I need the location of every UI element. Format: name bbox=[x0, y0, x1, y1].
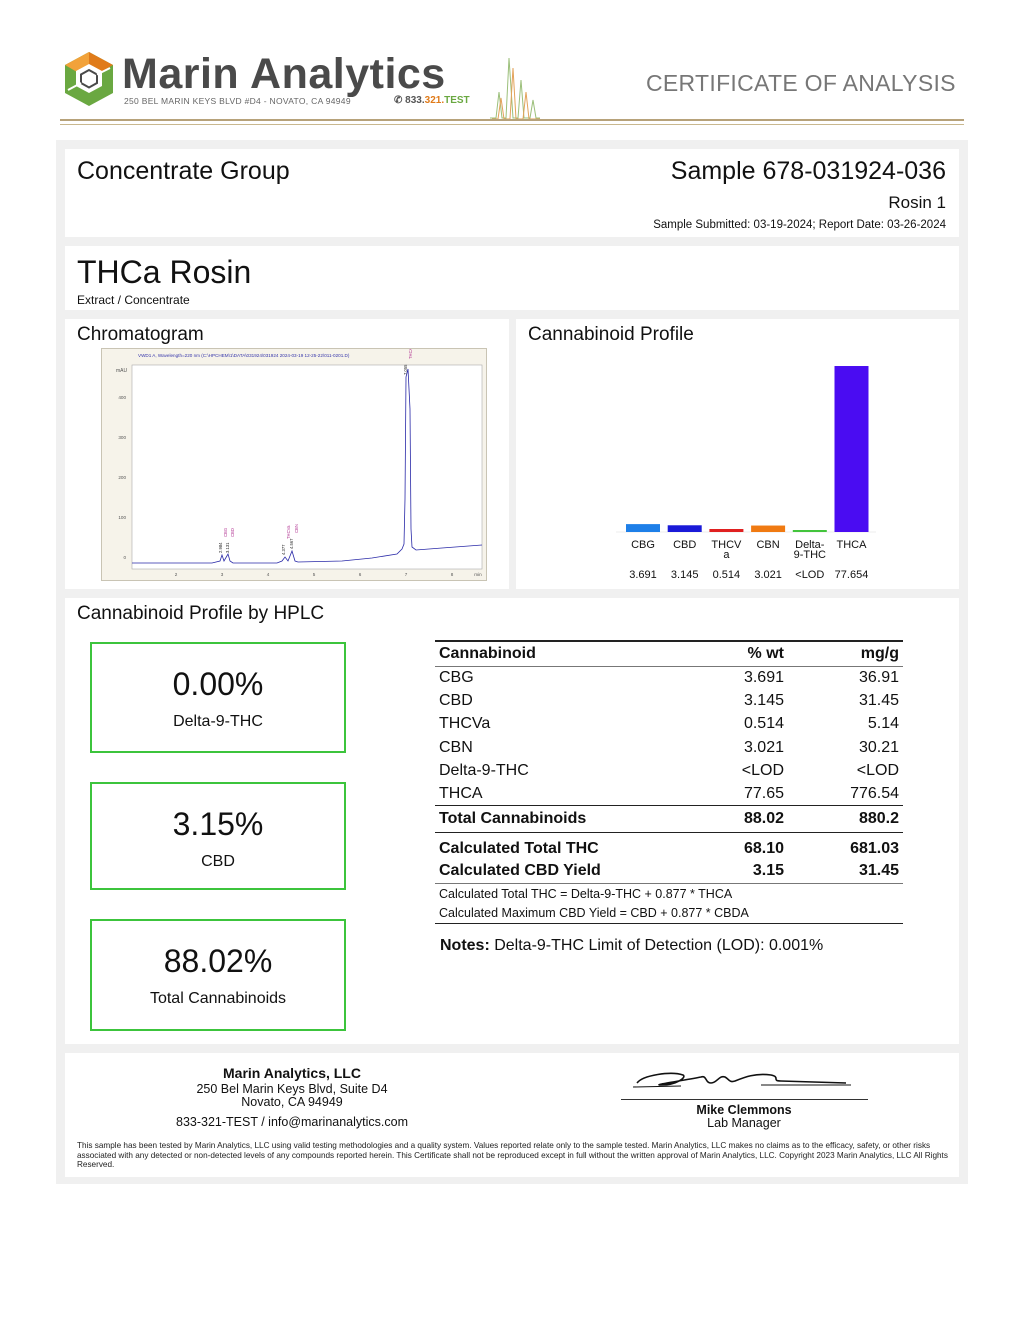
peak-time-label: 7.055 bbox=[403, 364, 408, 375]
signature-image bbox=[621, 1053, 868, 1099]
formula-thc-row bbox=[435, 883, 903, 903]
bar-delta-9-thc bbox=[793, 530, 827, 532]
product-panel bbox=[65, 246, 959, 310]
kpi-total-cannabinoids bbox=[90, 919, 346, 1031]
analyte-name: THCA bbox=[439, 784, 483, 802]
brand-name: Marin Analytics bbox=[122, 50, 446, 98]
kpi-delta9-thc bbox=[90, 642, 346, 753]
table-row bbox=[435, 713, 903, 736]
chromatogram-image bbox=[101, 348, 487, 581]
phone-icon: ✆ bbox=[394, 95, 406, 106]
signature bbox=[621, 1053, 868, 1099]
peak-time-label: 4.377 bbox=[281, 544, 286, 555]
chromatogram-peaks-icon bbox=[490, 52, 540, 122]
hplc-panel bbox=[65, 598, 959, 1044]
category-label: THCV bbox=[711, 539, 742, 551]
analyte-mg: 30.21 bbox=[858, 738, 899, 756]
col-mg-per-g: mg/g bbox=[788, 641, 903, 666]
sample-name: Rosin 1 bbox=[888, 193, 946, 212]
category-label: CBG bbox=[631, 539, 655, 551]
cannabinoid-bar-chart bbox=[516, 319, 959, 589]
analyte-mg: 36.91 bbox=[858, 668, 899, 686]
total-mg: 880.2 bbox=[788, 806, 903, 833]
header-divider-thin bbox=[60, 124, 964, 125]
analyte-percent: 3.021 bbox=[743, 738, 784, 756]
kpi-value: 0.00% bbox=[172, 666, 264, 702]
bar-thca bbox=[835, 366, 869, 532]
chromatogram-x-tick: 2 bbox=[174, 572, 178, 577]
analyte-percent: 77.65 bbox=[743, 784, 784, 802]
chromatogram-y-tick: 100 bbox=[118, 515, 126, 520]
peak-name-label: CBN bbox=[294, 524, 299, 533]
chromatogram-x-ticks bbox=[175, 572, 482, 577]
chromatogram-y-ticks bbox=[118, 395, 126, 560]
brand-address: 250 BEL MARIN KEYS BLVD #D4 - NOVATO, CA 94949 bbox=[124, 96, 351, 106]
notes-text: Delta-9-THC Limit of Detection (LOD): 0.001% bbox=[489, 937, 824, 954]
results-header-row bbox=[435, 641, 903, 666]
value-label: 0.514 bbox=[712, 569, 741, 581]
chromatogram-y-tick: 400 bbox=[118, 395, 126, 400]
profile-chart-title: Cannabinoid Profile bbox=[528, 324, 694, 345]
bar-cbd bbox=[668, 525, 702, 532]
calc-cbd-mg: 31.45 bbox=[858, 862, 899, 880]
category-label: a bbox=[723, 549, 730, 561]
analyte-name: CBD bbox=[439, 691, 473, 709]
kpi-label: Delta-9-THC bbox=[173, 713, 263, 730]
analyte-percent: <LOD bbox=[741, 761, 784, 779]
analyte-name: THCVa bbox=[439, 715, 491, 733]
phone-suffix: TEST bbox=[444, 95, 470, 106]
chromatogram-header: VWD1 A, Wavelength=220 nm (C:\HPCHEM\1\DATA\031924\031924 2024-03-19 12-25-22\011-0201.D) bbox=[138, 353, 350, 358]
category-label: CBN bbox=[756, 539, 780, 551]
table-row bbox=[435, 666, 903, 689]
document-title: CERTIFICATE OF ANALYSIS bbox=[646, 70, 956, 96]
peak-name-label: THCA bbox=[408, 349, 413, 359]
analyte-percent: 3.691 bbox=[743, 668, 784, 686]
category-label: THCA bbox=[836, 539, 867, 551]
analyte-mg: 31.45 bbox=[858, 691, 899, 709]
analyte-percent: 3.145 bbox=[743, 691, 784, 709]
header-divider bbox=[60, 119, 964, 121]
signature-line bbox=[621, 1099, 868, 1100]
analyte-name: Delta-9-THC bbox=[439, 761, 529, 779]
notes-label: Notes: bbox=[440, 937, 490, 954]
peak-time-label: 3.131 bbox=[225, 542, 230, 553]
client-group: Concentrate Group bbox=[77, 157, 290, 185]
peak-name-label: THCVa bbox=[286, 525, 291, 539]
kpi-value: 3.15% bbox=[172, 806, 264, 842]
chromatogram-unit: mAU bbox=[116, 368, 128, 374]
analyte-mg: <LOD bbox=[856, 761, 899, 779]
table-row bbox=[435, 689, 903, 712]
category-label: CBD bbox=[673, 539, 697, 551]
peak-time-label: 4.567 bbox=[289, 538, 294, 549]
value-label: 77.654 bbox=[834, 569, 869, 581]
chromatogram-x-tick: 5 bbox=[312, 572, 316, 577]
table-row bbox=[435, 782, 903, 805]
sample-id: Sample 678-031924-036 bbox=[670, 157, 946, 185]
phone-prefix: 833. bbox=[405, 95, 425, 106]
profile-chart-panel bbox=[516, 319, 959, 589]
calc-thc-percent: 68.10 bbox=[743, 839, 784, 857]
footer-panel: Marin Analytics, LLC 250 Bel Marin Keys Blvd, Suite D4 Novato, CA 94949 833-321-TEST / info@marinanalytics.com Mike Clemmons Lab Manager This sample has been tested by Marin Analytics, LLC using valid testing methodologies and a quality system. Values reported relate only to the sample tested. Marin Analytics, LLC makes no claims as to the efficacy, safety, or other risks associated with any detected or non-detected levels of any compounds reported herein. This Certificate shall not be reproduced except in full without the written approval of Marin Analytics, LLC. Copyright 2023 Marin Analytics, LLC All Rights Reserved. bbox=[65, 1053, 959, 1177]
value-label: 3.145 bbox=[670, 569, 699, 581]
formula-thc: Calculated Total THC = Delta-9-THC + 0.877 * THCA bbox=[435, 883, 903, 903]
calc-cbd-row bbox=[435, 860, 903, 884]
peak-name-label: CBG bbox=[223, 527, 228, 537]
disclaimer: This sample has been tested by Marin Analytics, LLC using valid testing methodologies and a quality system. Values reported relate only to the sample tested. Marin Analytics, LLC makes no claims as to the efficacy, safety, or other risks associated with any detected or non-detected levels of any compounds reported herein. This Certificate shall not be reproduced except in full without the written approval of Marin Analytics, LLC. Copyright 2023 Marin Analytics, LLC All Rights Reserved. bbox=[77, 1141, 948, 1170]
peak-name-label: CBD bbox=[230, 528, 235, 537]
brand-phone bbox=[394, 95, 470, 106]
category-label: 9-THC bbox=[793, 549, 826, 561]
hexagon-logo-icon bbox=[60, 50, 118, 108]
calc-cbd-percent: 3.15 bbox=[752, 862, 784, 880]
formula-cbd-row bbox=[435, 903, 903, 923]
chromatogram-x-tick: 4 bbox=[266, 572, 270, 577]
analyte-name: CBN bbox=[439, 738, 473, 756]
chromatogram-panel bbox=[65, 319, 509, 589]
table-row bbox=[435, 759, 903, 782]
category-label: Delta- bbox=[795, 539, 825, 551]
chromatogram-y-tick: 300 bbox=[118, 435, 126, 440]
chromatogram-x-unit: min bbox=[474, 572, 482, 577]
kpi-label: CBD bbox=[201, 853, 235, 870]
total-label: Total Cannabinoids bbox=[435, 806, 668, 833]
analyte-mg: 776.54 bbox=[850, 784, 899, 802]
chromatogram-x-tick: 7 bbox=[404, 572, 408, 577]
peak-time-label: 2.984 bbox=[218, 542, 223, 553]
table-row bbox=[435, 736, 903, 759]
chromatogram-x-tick: 6 bbox=[358, 572, 362, 577]
total-row bbox=[435, 806, 903, 833]
chromatogram-x-tick: 8 bbox=[450, 572, 454, 577]
kpi-cbd bbox=[90, 782, 346, 890]
bar-thcv-a bbox=[709, 529, 743, 532]
sample-panel bbox=[65, 149, 959, 237]
sample-dates: Sample Submitted: 03-19-2024; Report Date: 03-26-2024 bbox=[653, 219, 946, 231]
total-percent: 88.02 bbox=[668, 806, 788, 833]
value-label: 3.021 bbox=[754, 569, 782, 581]
results-table bbox=[435, 640, 903, 924]
bar-cbn bbox=[751, 526, 785, 532]
chromatogram-x-tick: 3 bbox=[220, 572, 224, 577]
chromatogram-title: Chromatogram bbox=[77, 324, 204, 345]
phone-mid: 321. bbox=[424, 95, 445, 106]
product-type: Extract / Concentrate bbox=[77, 293, 190, 307]
analyte-mg: 5.14 bbox=[867, 715, 899, 733]
analyte-name: CBG bbox=[439, 668, 474, 686]
analyte-percent: 0.514 bbox=[743, 715, 784, 733]
report-header bbox=[0, 0, 1024, 130]
bar-cbg bbox=[626, 524, 660, 532]
calc-thc-label: Calculated Total THC bbox=[439, 839, 599, 857]
chromatogram-y-tick: 200 bbox=[118, 475, 126, 480]
calc-thc-row bbox=[435, 833, 903, 860]
chromatogram-plot bbox=[102, 349, 488, 582]
formula-cbd: Calculated Maximum CBD Yield = CBD + 0.877 * CBDA bbox=[435, 903, 903, 923]
calc-cbd-label: Calculated CBD Yield bbox=[439, 862, 601, 880]
chromatogram-y-tick: 0 bbox=[123, 555, 126, 560]
value-label: <LOD bbox=[795, 569, 825, 581]
col-cannabinoid: Cannabinoid bbox=[435, 641, 668, 666]
value-label: 3.691 bbox=[629, 569, 657, 581]
kpi-label: Total Cannabinoids bbox=[149, 990, 287, 1007]
notes bbox=[440, 937, 823, 955]
calc-thc-mg: 681.03 bbox=[850, 839, 899, 857]
col-percent-wt: % wt bbox=[668, 641, 788, 666]
hplc-title: Cannabinoid Profile by HPLC bbox=[77, 603, 325, 624]
kpi-value: 88.02% bbox=[163, 943, 273, 979]
product-name: THCa Rosin bbox=[77, 254, 252, 290]
